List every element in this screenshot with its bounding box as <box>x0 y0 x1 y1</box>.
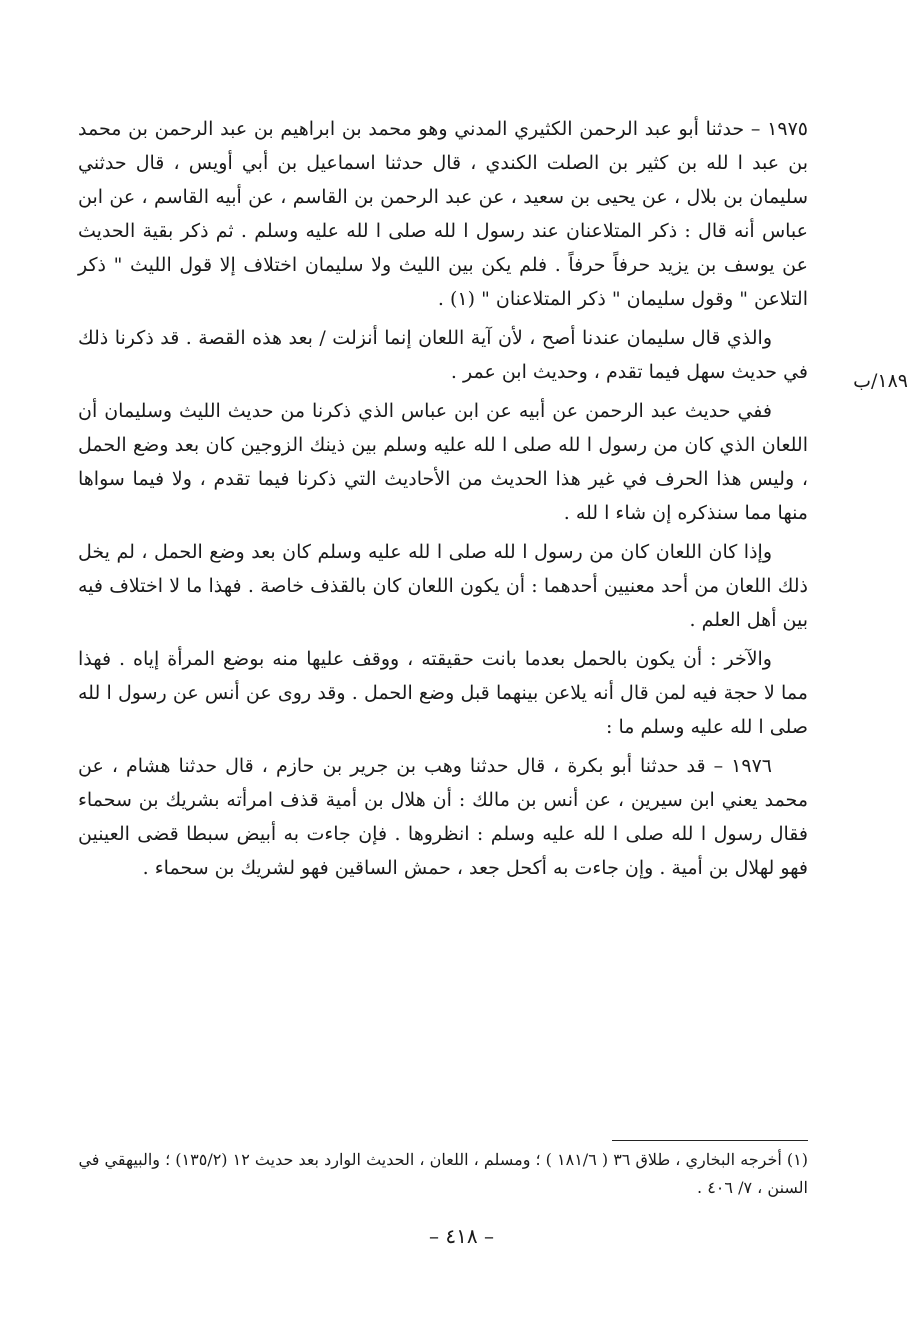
footnote: (١) أخرجه البخاري ، طلاق ٣٦ ( ١٨١/٦ ) ؛ ومسلم ، اللعان ، الحديث الوارد بعد حديث ١٢ (١٣٥/٢) ؛ والبيهقي في السنن ، ٧/ ٤٠٦ . <box>78 1150 808 1197</box>
paragraph-commentary-4: والآخر : أن يكون بالحمل بعدما بانت حقيقته ، ووقف عليها منه بوضع المرأة إياه . فهذا مما لا حجة فيه لمن قال أنه يلاعن بينهما قبل وضع الحمل . وقد روى عن أنس عن رسول ا لله صلى ا لله عليه وسلم ما : <box>78 648 808 738</box>
paragraph-hadith-1975: ١٩٧٥ – حدثنا أبو عبد الرحمن الكثيري المدني وهو محمد بن ابراهيم بن عبد الرحمن بن محمد بن عبد ا لله بن كثير بن الصلت الكندي ، قال حدثنا اسماعيل بن أبي أويس ، قال حدثني سليمان بن بلال ، عن يحيى بن سعيد ، عن عبد الرحمن بن القاسم ، عن أبيه القاسم ، عن ابن عباس أنه قال : ذكر المتلاعنان عند رسول ا لله صلى ا لله عليه وسلم . ثم ذكر بقية الحديث عن يوسف بن يزيد حرفاً حرفاً . فلم يكن بين الليث ولا سليمان اختلاف إلا قول الليث " ذكر التلاعن " وقول سليمان " ذكر المتلاعنان " (١) . <box>78 118 808 310</box>
manuscript-folio-marker: ١٨٩/ب <box>853 370 908 392</box>
page-number: – ٤١٨ – <box>429 1224 494 1248</box>
paragraph-commentary-2: ففي حديث عبد الرحمن عن أبيه عن ابن عباس الذي ذكرنا من حديث الليث وسليمان أن اللعان الذي كان من رسول ا لله صلى ا لله عليه وسلم بين ذينك الزوجين كان بعد وضع الحمل ، وليس هذا الحرف في غير هذا الحديث من الأحاديث التي ذكرنا فيما تقدم ، ولا فيما سواها منها مما سنذكره إن شاء ا لله . <box>78 400 808 524</box>
footnote-separator <box>612 1140 808 1141</box>
paragraph-commentary-3: وإذا كان اللعان كان من رسول ا لله صلى ا لله عليه وسلم كان بعد وضع الحمل ، لم يخل ذلك اللعان من أحد معنيين أحدهما : أن يكون اللعان كان بالقذف خاصة . فهذا ما لا اختلاف فيه بين أهل العلم . <box>78 541 808 631</box>
main-text <box>78 112 808 890</box>
paragraph-commentary-1: والذي قال سليمان عندنا أصح ، لأن آية اللعان إنما أنزلت / بعد هذه القصة . قد ذكرنا ذلك في حديث سهل فيما تقدم ، وحديث ابن عمر . <box>78 327 808 383</box>
paragraph-hadith-1976: ١٩٧٦ – قد حدثنا أبو بكرة ، قال حدثنا وهب بن جرير بن حازم ، قال حدثنا هشام ، عن محمد يعني ابن سيرين ، عن أنس بن مالك : أن هلال بن أمية قذف امرأته بشريك بن سحماء فقال رسول ا لله صلى ا لله عليه وسلم : انظروها . فإن جاءت به أبيض سبطا قضى العينين فهو لهلال بن أمية . وإن جاءت به أكحل جعد ، حمش الساقين فهو لشريك بن سحماء . <box>78 755 808 879</box>
